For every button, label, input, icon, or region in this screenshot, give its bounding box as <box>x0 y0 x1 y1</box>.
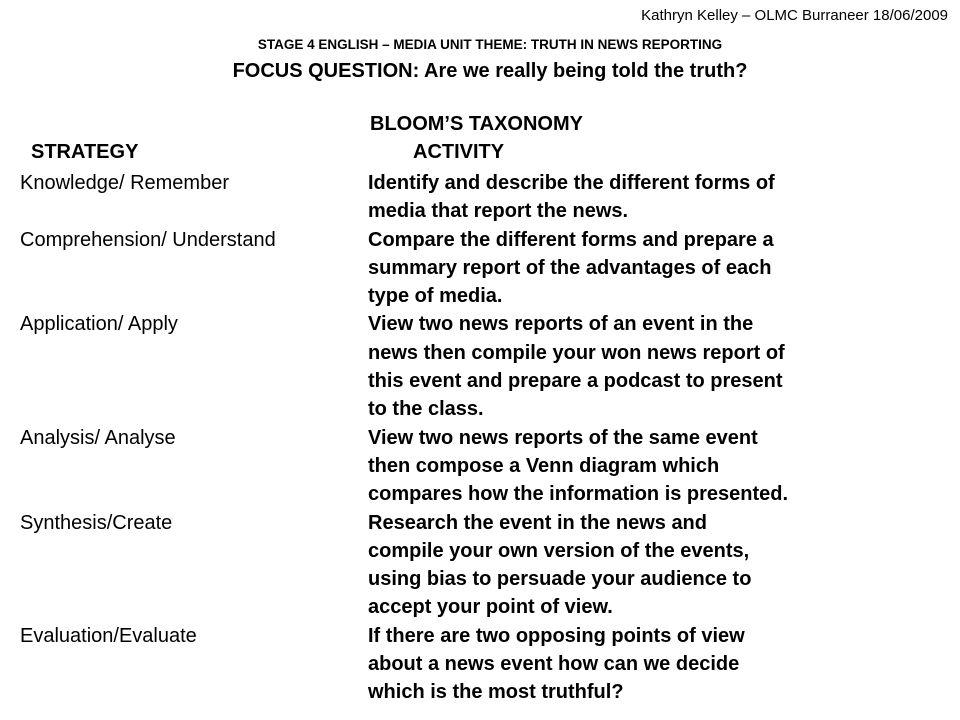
activity-cell: Compare the different forms and prepare a summary report of the advantages of each type of media. <box>368 228 774 308</box>
focus-question: FOCUS QUESTION: Are we really being told the truth? <box>232 60 748 82</box>
taxonomy-row-apply <box>20 310 940 423</box>
unit-title: STAGE 4 ENGLISH – MEDIA UNIT THEME: TRUTH IN NEWS REPORTING <box>257 37 723 52</box>
activity-cell: View two news reports of an event in the news then compile your won news report of this event and prepare a podcast to present to the class. <box>368 313 785 421</box>
taxonomy-row-create <box>20 509 940 622</box>
strategy-cell: Comprehension/ Understand <box>20 228 276 251</box>
strategy-cell: Evaluation/Evaluate <box>20 624 197 647</box>
taxonomy-row-remember <box>20 169 940 226</box>
strategy-column-heading: STRATEGY <box>31 141 139 163</box>
taxonomy-row-understand <box>20 226 940 311</box>
activity-column-heading: ACTIVITY <box>413 141 505 163</box>
strategy-cell: Synthesis/Create <box>20 511 173 534</box>
strategy-cell: Knowledge/ Remember <box>20 172 229 194</box>
strategy-cell: Application/ Apply <box>20 313 178 336</box>
activity-cell: Identify and describe the different forms of media that report the news. <box>368 172 775 223</box>
taxonomy-row-analyse <box>20 424 940 509</box>
activity-cell: Research the event in the news and compile your own version of the events, using bias to persuade your audience to accept your point of view. <box>368 511 752 619</box>
strategy-cell: Analysis/ Analyse <box>20 426 176 449</box>
taxonomy-row-evaluate <box>20 622 940 707</box>
author-line: Kathryn Kelley – OLMC Burraneer 18/06/2009 <box>641 7 948 24</box>
bloom-heading: BLOOM’S TAXONOMY <box>370 113 583 135</box>
taxonomy-table <box>20 169 940 707</box>
activity-cell: View two news reports of the same event then compose a Venn diagram which compares how the information is presented. <box>368 426 789 506</box>
activity-cell: If there are two opposing points of view about a news event how can we decide which is the most truthful? <box>368 624 745 704</box>
